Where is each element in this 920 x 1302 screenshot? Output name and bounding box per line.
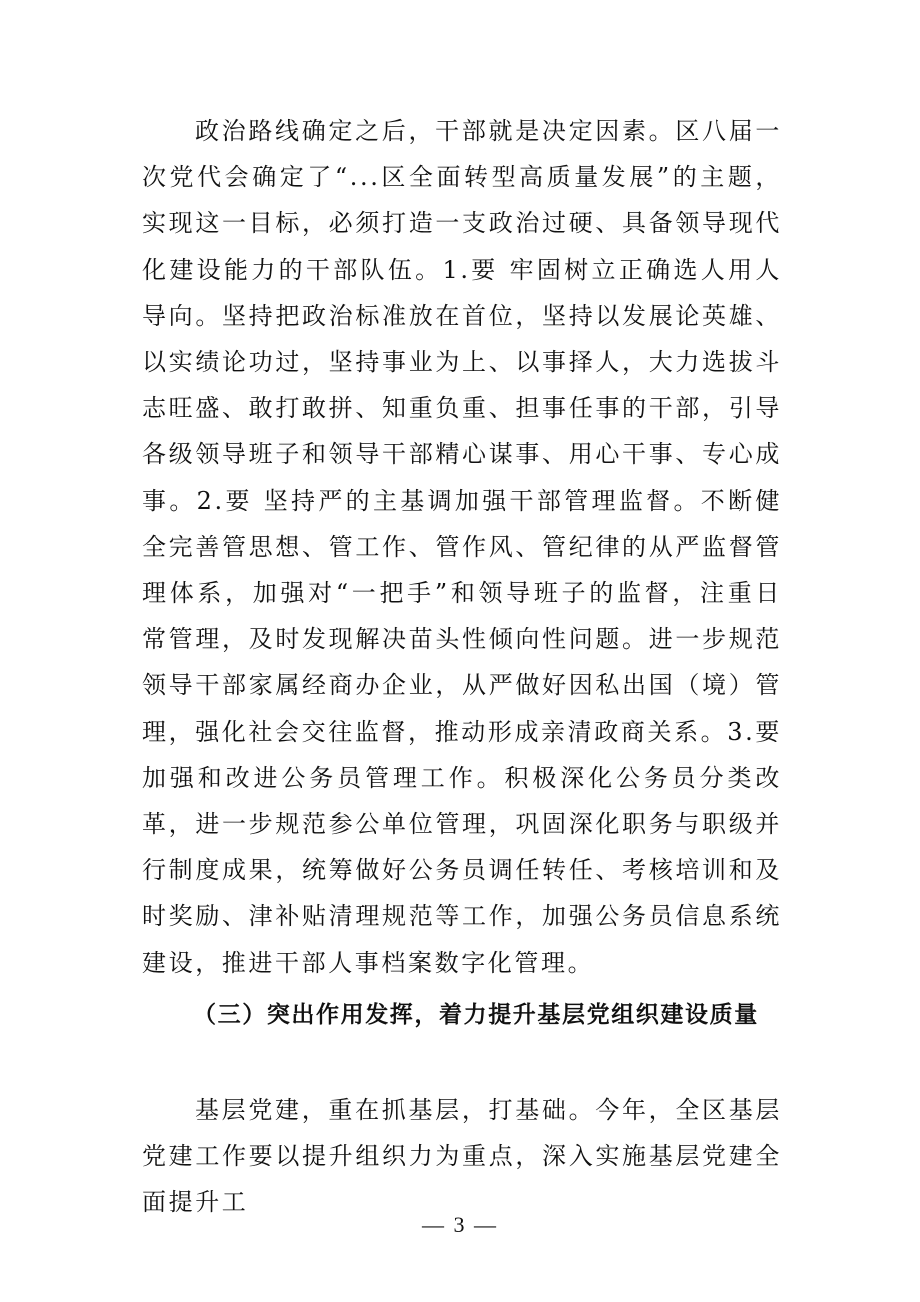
page-number: — 3 — xyxy=(422,1212,498,1237)
body-paragraph-grassroots: 基层党建，重在抓基层，打基础。今年，全区基层党建工作要以提升组织力为重点，深入实施基层党建全面提升工 xyxy=(142,1096,782,1217)
body-paragraph-cadre-management: 政治路线确定之后，干部就是决定因素。区八届一次党代会确定了“...区全面转型高质量发展”的主题，实现这一目标，必须打造一支政治过硬、具备领导现代化建设能力的干部队伍。1.要 牢固树立正确选人用人导向。坚持把政治标准放在首位，坚持以发展论英雄、以实绩论功过，坚持事业为上、以事择人，大力选拔斗志旺盛、敢打敢拼、知重负重、担事任事的干部，引导各级领导班子和领导干部精心谋事、用心干事、专心成事。2.要 坚持严的主基调加强干部管理监督。不断健全完善管思想、管工作、管作风、管纪律的从严监督管理体系，加强对“一把手”和领导班子的监督，注重日常管理，及时发现解决苗头性倾向性问题。进一步规范领导干部家属经商办企业，从严做好因私出国（境）管理，强化社会交往监督，推动形成亲清政商关系。3.要加强和改进公务员管理工作。积极深化公务员分类改革，进一步规范参公单位管理，巩固深化职务与职级并行制度成果，统筹做好公务员调任转任、考核培训和及时奖励、津补贴清理规范等工作，加强公务员信息系统建设，推进干部人事档案数字化管理。 xyxy=(142,117,782,977)
section-heading-three: （三）突出作用发挥，着力提升基层党组织建设质量 xyxy=(193,1001,759,1028)
